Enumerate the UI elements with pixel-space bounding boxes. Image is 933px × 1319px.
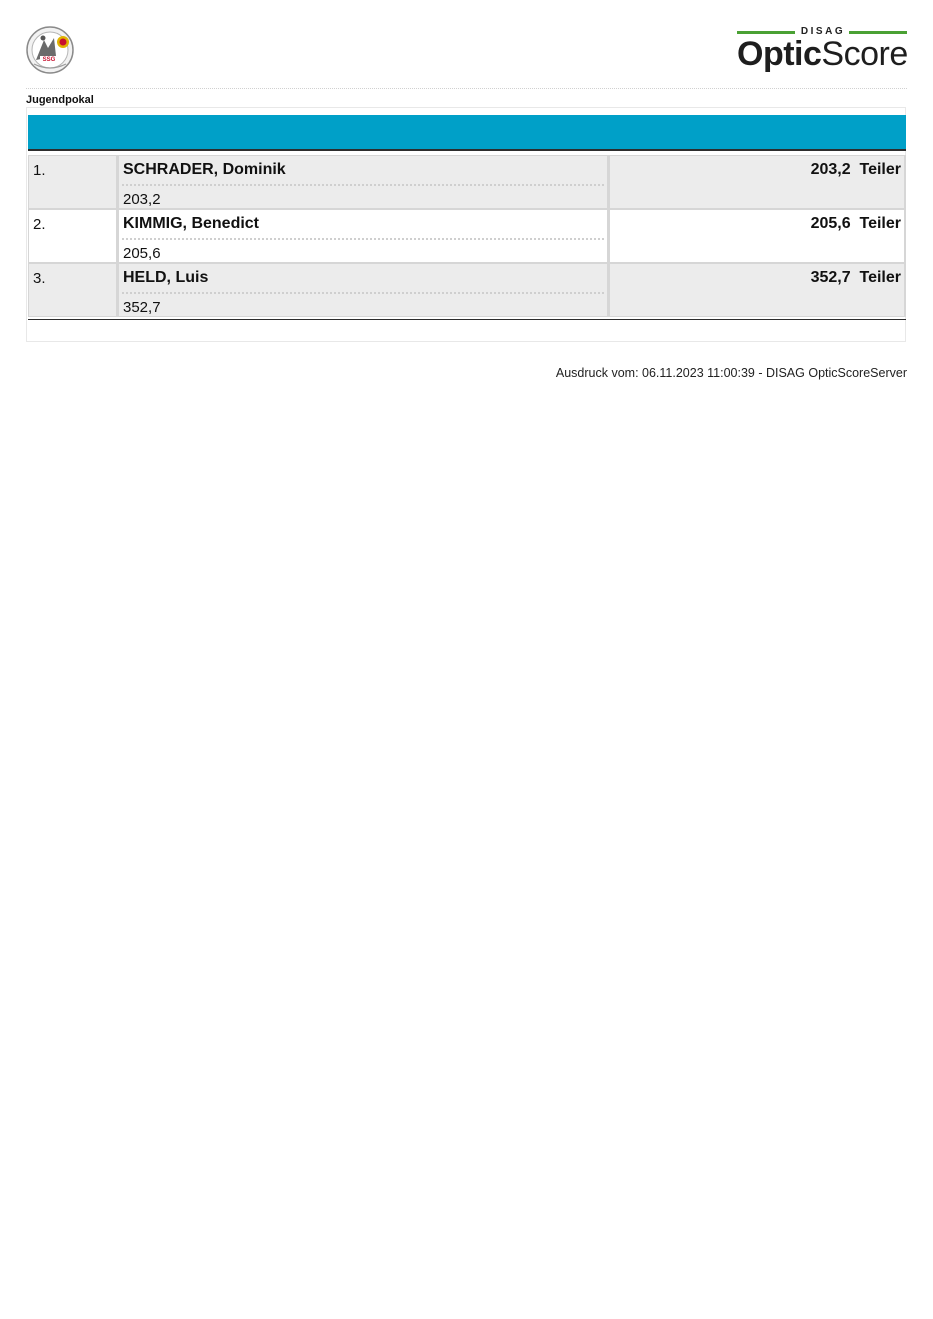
shooter-name: HELD, Luis	[123, 269, 209, 286]
club-emblem-icon	[26, 26, 74, 74]
results-header-line	[28, 149, 906, 151]
shot-value: 205,6	[123, 245, 161, 262]
score-cell	[609, 209, 906, 263]
table-row	[28, 209, 906, 263]
score-cell	[609, 155, 906, 209]
brand-logo	[737, 28, 907, 74]
brand-bar-left	[737, 31, 795, 34]
total-score: 203,2 Teiler	[810, 161, 901, 178]
brand-regular-text: Score	[821, 35, 908, 73]
total-score: 205,6 Teiler	[810, 215, 901, 232]
club-logo	[26, 26, 74, 74]
brand-small-text: DISAG	[800, 26, 846, 37]
rank: 2.	[33, 216, 46, 233]
rank: 1.	[33, 162, 46, 179]
rank-cell	[28, 263, 118, 317]
event-title: Jugendpokal	[26, 94, 94, 106]
name-cell	[118, 263, 609, 317]
dotted-divider	[122, 292, 604, 294]
print-footer: Ausdruck vom: 06.11.2023 11:00:39 - DISAG OpticScoreServer	[555, 366, 907, 380]
club-logo-text: SSG	[42, 57, 56, 63]
brand-wordmark	[737, 36, 907, 72]
score-cell	[609, 263, 906, 317]
table-row	[28, 263, 906, 317]
shooter-name: SCHRADER, Dominik	[123, 161, 286, 178]
rank-cell	[28, 155, 118, 209]
header-separator	[26, 88, 907, 89]
shooter-name: KIMMIG, Benedict	[123, 215, 260, 232]
name-cell	[118, 155, 609, 209]
rank-cell	[28, 209, 118, 263]
dotted-divider	[122, 184, 604, 186]
results-bottom-line	[28, 319, 906, 320]
rank: 3.	[33, 270, 46, 287]
brand-bar-right	[849, 31, 907, 34]
dotted-divider	[122, 238, 604, 240]
shot-value: 352,7	[123, 299, 161, 316]
results-header-bar	[28, 115, 906, 149]
total-score: 352,7 Teiler	[810, 269, 901, 286]
table-row	[28, 155, 906, 209]
brand-bold-text: Optic	[737, 35, 822, 73]
results-table	[28, 155, 906, 317]
shot-value: 203,2	[123, 191, 161, 208]
name-cell	[118, 209, 609, 263]
